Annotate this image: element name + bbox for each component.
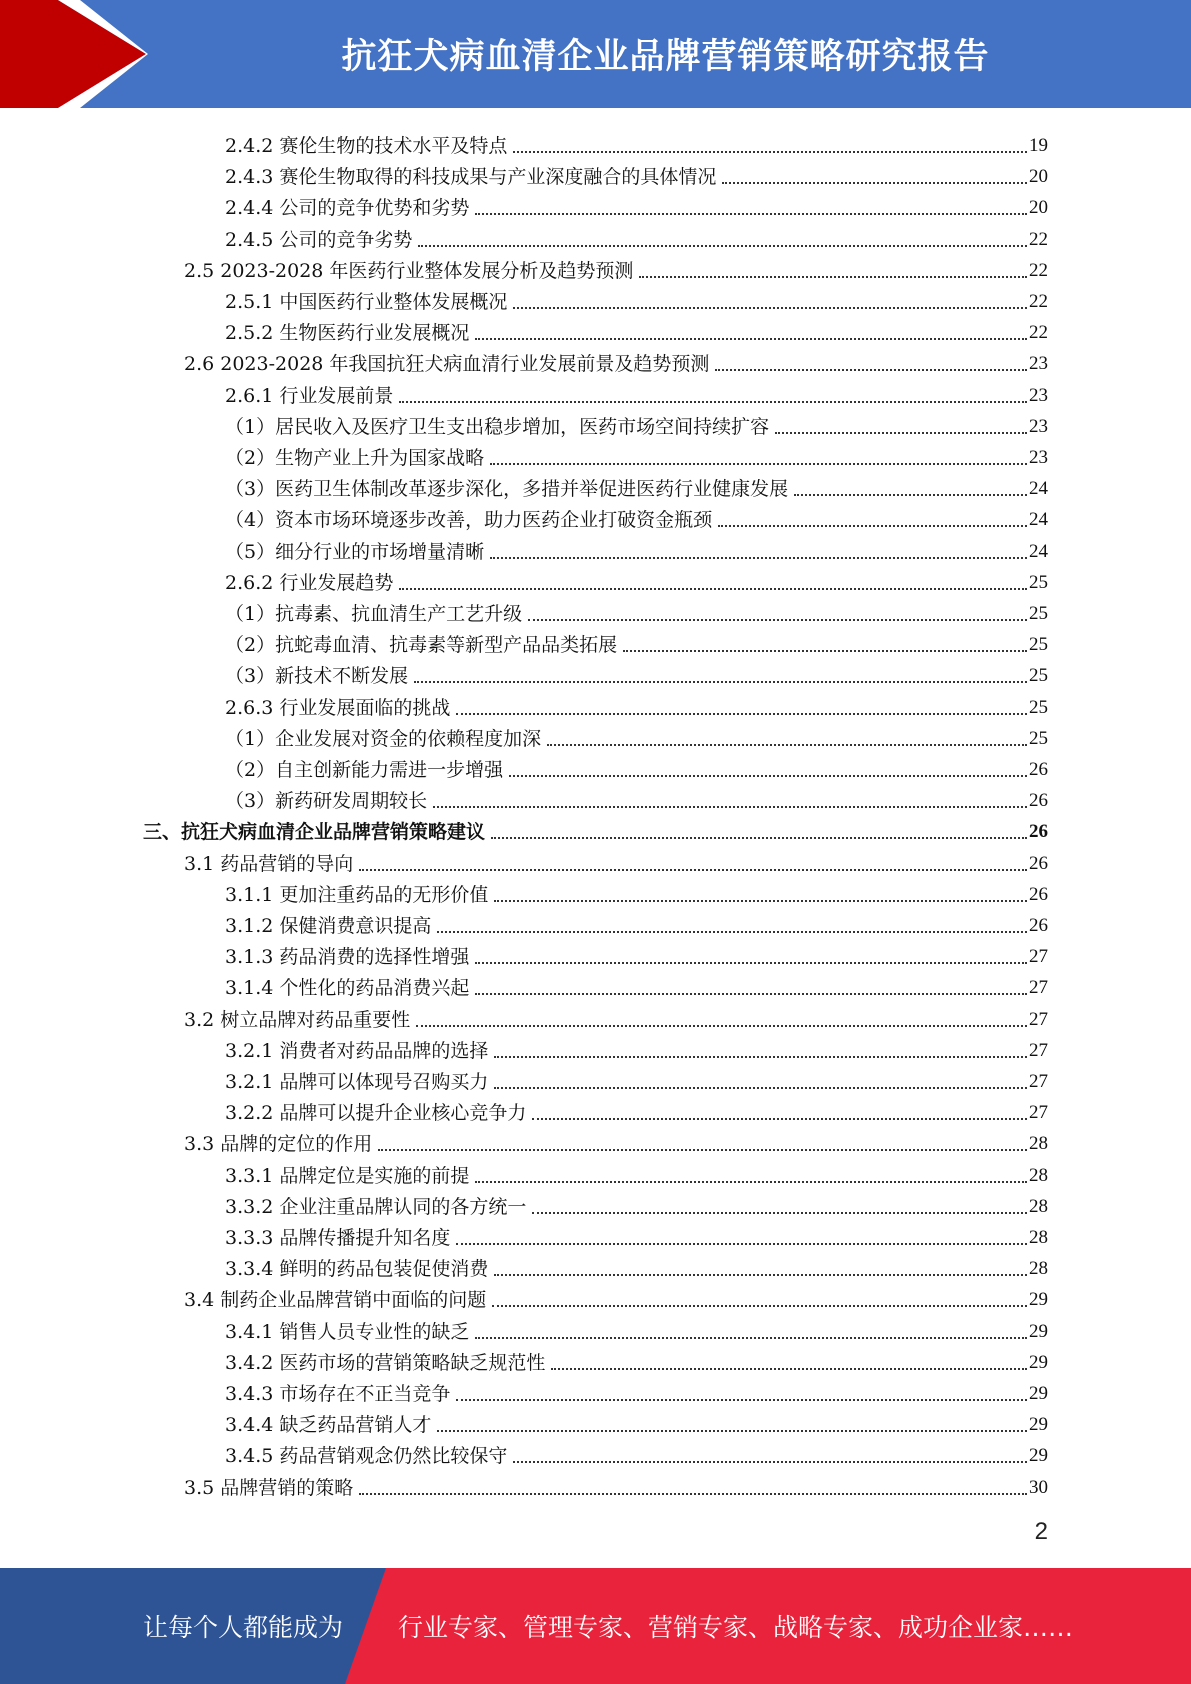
- toc-entry-page: 24: [1029, 540, 1048, 562]
- toc-entry-title: 2.6.1 行业发展前景: [225, 384, 394, 407]
- footer-slogan-right: 行业专家、管理专家、营销专家、战略专家、成功企业家……: [398, 1613, 1074, 1642]
- toc-dot-leader: [494, 1274, 1027, 1276]
- toc-entry[interactable]: [184, 345, 1048, 376]
- toc-entry[interactable]: [225, 1094, 1048, 1125]
- toc-entry-page: 26: [1029, 821, 1048, 843]
- toc-entry[interactable]: [225, 876, 1048, 907]
- toc-entry[interactable]: [225, 969, 1048, 1000]
- toc-entry[interactable]: [225, 782, 1048, 813]
- toc-entry[interactable]: [225, 657, 1048, 688]
- footer-slogan-left: 让每个人都能成为: [143, 1613, 344, 1642]
- toc-dot-leader: [551, 1368, 1027, 1370]
- toc-entry-page: 29: [1029, 1320, 1048, 1342]
- toc-entry-page: 22: [1029, 228, 1048, 250]
- toc-entry-page: 30: [1029, 1476, 1048, 1498]
- toc-entry[interactable]: [225, 1437, 1048, 1468]
- toc-dot-leader: [494, 1087, 1027, 1089]
- toc-entry-page: 28: [1029, 1164, 1048, 1186]
- toc-entry-title: 3.3.1 品牌定位是实施的前提: [225, 1164, 470, 1187]
- toc-entry[interactable]: [225, 938, 1048, 969]
- toc-entry[interactable]: [225, 221, 1048, 252]
- toc-entry-title: 3.4.2 医药市场的营销策略缺乏规范性: [225, 1351, 546, 1374]
- toc-dot-leader: [456, 1399, 1027, 1401]
- document-title: 抗狂犬病血清企业品牌营销策略研究报告: [341, 37, 990, 77]
- toc-entry[interactable]: [225, 1313, 1048, 1344]
- toc-entry-title: （4）资本市场环境逐步改善，助力医药企业打破资金瓶颈: [225, 509, 713, 532]
- toc-entry-title: 3.3.4 鲜明的药品包装促使消费: [225, 1258, 489, 1281]
- toc-dot-leader: [513, 151, 1027, 153]
- toc-entry[interactable]: [143, 813, 1048, 844]
- toc-dot-leader: [475, 338, 1027, 340]
- toc-entry[interactable]: [184, 1125, 1048, 1156]
- toc-entry-title: 3.4.1 销售人员专业性的缺乏: [225, 1320, 470, 1343]
- toc-entry-page: 26: [1029, 790, 1048, 812]
- toc-entry[interactable]: [225, 564, 1048, 595]
- toc-entry-title: 3.3 品牌的定位的作用: [184, 1133, 373, 1156]
- toc-entry-page: 27: [1029, 1039, 1048, 1061]
- page-header: [0, 0, 1191, 111]
- toc-dot-leader: [414, 681, 1027, 683]
- toc-entry-title: 三、抗狂犬病血清企业品牌营销策略建议: [143, 821, 486, 844]
- toc-entry[interactable]: [184, 252, 1048, 283]
- toc-entry[interactable]: [225, 283, 1048, 314]
- toc-entry[interactable]: [225, 501, 1048, 532]
- toc-entry-title: 2.6.3 行业发展面临的挑战: [225, 696, 451, 719]
- toc-entry[interactable]: [225, 689, 1048, 720]
- toc-entry[interactable]: [225, 907, 1048, 938]
- toc-entry-title: 3.1 药品营销的导向: [184, 852, 354, 875]
- toc-entry[interactable]: [225, 533, 1048, 564]
- toc-entry-page: 25: [1029, 603, 1048, 624]
- toc-entry-page: 22: [1029, 259, 1048, 281]
- toc-entry[interactable]: [225, 1157, 1048, 1188]
- toc-dot-leader: [475, 962, 1027, 964]
- toc-entry-title: 3.4.3 市场存在不正当竞争: [225, 1383, 451, 1405]
- toc-entry[interactable]: [184, 1281, 1048, 1312]
- toc-entry[interactable]: [225, 1375, 1048, 1406]
- toc-dot-leader: [532, 1212, 1027, 1214]
- toc-entry-page: 23: [1029, 447, 1048, 468]
- toc-entry-page: 25: [1029, 665, 1048, 687]
- toc-entry[interactable]: [225, 1406, 1048, 1437]
- toc-entry-page: 25: [1029, 696, 1048, 718]
- toc-entry-page: 20: [1029, 166, 1048, 188]
- toc-dot-leader: [509, 775, 1027, 777]
- toc-entry[interactable]: [225, 189, 1048, 220]
- toc-dot-leader: [475, 213, 1027, 215]
- toc-entry-title: 3.4.4 缺乏药品营销人才: [225, 1414, 432, 1437]
- toc-entry-title: 2.6 2023-2028 年我国抗狂犬病血清行业发展前景及趋势预测: [184, 353, 710, 376]
- toc-entry-title: 3.1.3 药品消费的选择性增强: [225, 946, 470, 969]
- toc-entry-page: 26: [1029, 852, 1048, 874]
- toc-entry-title: 3.3.2 企业注重品牌认同的各方统一: [225, 1195, 527, 1218]
- toc-entry-title: （5）细分行业的市场增量清晰: [225, 540, 485, 563]
- toc-dot-leader: [490, 557, 1027, 559]
- toc-entry[interactable]: [184, 1001, 1048, 1032]
- toc-dot-leader: [437, 931, 1027, 933]
- toc-entry-page: 28: [1029, 1133, 1048, 1155]
- toc-dot-leader: [492, 1305, 1027, 1307]
- toc-dot-leader: [494, 900, 1027, 902]
- toc-entry-title: （2）自主创新能力需进一步增强: [225, 759, 504, 781]
- toc-entry-title: 3.2.2 品牌可以提升企业核心竞争力: [225, 1102, 527, 1125]
- toc-entry-page: 19: [1029, 135, 1048, 156]
- toc-entry-page: 23: [1029, 415, 1048, 437]
- toc-entry-page: 23: [1029, 384, 1048, 406]
- toc-entry-page: 20: [1029, 197, 1048, 219]
- toc-dot-leader: [722, 182, 1027, 184]
- toc-dot-leader: [418, 245, 1027, 247]
- toc-dot-leader: [623, 650, 1027, 652]
- toc-entry-title: 2.5 2023-2028 年医药行业整体发展分析及趋势预测: [184, 259, 634, 282]
- toc-dot-leader: [494, 1056, 1027, 1058]
- toc-entry-page: 29: [1029, 1351, 1048, 1373]
- toc-dot-leader: [437, 1430, 1027, 1432]
- toc-entry[interactable]: [184, 1469, 1048, 1500]
- toc-entry-page: 28: [1029, 1227, 1048, 1248]
- toc-entry[interactable]: [225, 1032, 1048, 1063]
- toc-entry-title: 3.4 制药企业品牌营销中面临的问题: [184, 1289, 487, 1312]
- toc-dot-leader: [475, 1337, 1027, 1339]
- toc-dot-leader: [475, 1181, 1027, 1183]
- toc-dot-leader: [547, 744, 1027, 746]
- toc-entry-title: （2）抗蛇毒血清、抗毒素等新型产品品类拓展: [225, 634, 618, 657]
- toc-entry-page: 23: [1029, 353, 1048, 375]
- toc-dot-leader: [528, 619, 1027, 621]
- toc-entry-page: 27: [1029, 1071, 1048, 1092]
- toc-entry[interactable]: [225, 314, 1048, 345]
- toc-entry[interactable]: [184, 845, 1048, 876]
- toc-dot-leader: [532, 1118, 1027, 1120]
- toc-dot-leader: [718, 525, 1027, 527]
- toc-dot-leader: [416, 1025, 1027, 1027]
- toc-dot-leader: [513, 307, 1027, 309]
- toc-entry-title: 2.5.2 生物医药行业发展概况: [225, 322, 470, 345]
- page-footer: [0, 1568, 1191, 1684]
- toc-entry-title: （2）生物产业上升为国家战略: [225, 447, 485, 469]
- toc-entry[interactable]: [225, 1188, 1048, 1219]
- toc-entry-title: 2.4.5 公司的竞争劣势: [225, 228, 413, 251]
- toc-dot-leader: [490, 463, 1027, 465]
- toc-entry[interactable]: [225, 439, 1048, 470]
- toc-entry-page: 25: [1029, 727, 1048, 749]
- toc-entry-page: 26: [1029, 883, 1048, 905]
- toc-entry-title: （1）抗毒素、抗血清生产工艺升级: [225, 603, 523, 625]
- toc-entry-title: 2.5.1 中国医药行业整体发展概况: [225, 291, 508, 313]
- toc-entry-title: 2.6.2 行业发展趋势: [225, 571, 394, 594]
- toc-entry-page: 24: [1029, 509, 1048, 531]
- toc-dot-leader: [359, 869, 1027, 871]
- toc-dot-leader: [491, 837, 1027, 839]
- toc-entry-page: 29: [1029, 1445, 1048, 1467]
- toc-entry[interactable]: [225, 1063, 1048, 1094]
- toc-entry-title: 3.1.1 更加注重药品的无形价值: [225, 883, 489, 906]
- toc-entry-title: 3.2 树立品牌对药品重要性: [184, 1008, 411, 1031]
- toc-dot-leader: [794, 494, 1027, 496]
- toc-entry[interactable]: [225, 470, 1048, 501]
- toc-entry-page: 25: [1029, 571, 1048, 593]
- toc-entry-title: 3.2.1 消费者对药品品牌的选择: [225, 1039, 489, 1062]
- toc-entry-title: 2.4.4 公司的竞争优势和劣势: [225, 197, 470, 220]
- toc-entry-page: 22: [1029, 322, 1048, 344]
- toc-dot-leader: [456, 1243, 1027, 1245]
- toc-entry-title: 2.4.3 赛伦生物取得的科技成果与产业深度融合的具体情况: [225, 166, 717, 189]
- toc-dot-leader: [433, 806, 1027, 808]
- toc-entry[interactable]: [225, 1219, 1048, 1250]
- toc-entry-page: 26: [1029, 759, 1048, 780]
- toc-entry[interactable]: [225, 377, 1048, 408]
- toc-entry-page: 22: [1029, 291, 1048, 312]
- toc-dot-leader: [399, 588, 1027, 590]
- toc-entry[interactable]: [225, 751, 1048, 782]
- toc-entry-page: 25: [1029, 634, 1048, 656]
- toc-entry-page: 29: [1029, 1383, 1048, 1404]
- toc-entry[interactable]: [225, 408, 1048, 439]
- toc-entry-title: 2.4.2 赛伦生物的技术水平及特点: [225, 135, 508, 157]
- toc-entry-title: （1）企业发展对资金的依赖程度加深: [225, 727, 542, 750]
- toc-entry-title: 3.3.3 品牌传播提升知名度: [225, 1227, 451, 1249]
- toc-entry[interactable]: [225, 1344, 1048, 1375]
- toc-dot-leader: [456, 713, 1027, 715]
- toc-dot-leader: [378, 1149, 1027, 1151]
- toc-entry-page: 27: [1029, 1008, 1048, 1030]
- page-number: 2: [1034, 1518, 1048, 1545]
- toc-entry[interactable]: [225, 1250, 1048, 1281]
- toc-entry[interactable]: [225, 626, 1048, 657]
- toc-dot-leader: [513, 1461, 1027, 1463]
- toc-entry[interactable]: [225, 158, 1048, 189]
- toc-entry-title: 3.2.1 品牌可以体现号召购买力: [225, 1071, 489, 1093]
- toc-entry-title: 3.4.5 药品营销观念仍然比较保守: [225, 1445, 508, 1468]
- toc-entry-title: 3.1.2 保健消费意识提高: [225, 915, 432, 937]
- toc-entry-page: 24: [1029, 478, 1048, 500]
- toc-entry-title: （1）居民收入及医疗卫生支出稳步增加，医药市场空间持续扩容: [225, 415, 770, 438]
- toc-dot-leader: [639, 276, 1027, 278]
- toc-dot-leader: [715, 369, 1027, 371]
- toc-entry-page: 26: [1029, 915, 1048, 936]
- toc-entry[interactable]: [225, 720, 1048, 751]
- toc-entry-page: 27: [1029, 977, 1048, 999]
- toc-dot-leader: [399, 401, 1027, 403]
- toc-dot-leader: [775, 432, 1027, 434]
- toc-entry-title: （3）新技术不断发展: [225, 665, 409, 688]
- toc-entry-title: （3）医药卫生体制改革逐步深化，多措并举促进医药行业健康发展: [225, 478, 789, 501]
- toc-entry-page: 28: [1029, 1195, 1048, 1217]
- toc-entry-title: 3.1.4 个性化的药品消费兴起: [225, 977, 470, 1000]
- toc-entry-page: 27: [1029, 946, 1048, 968]
- toc-entry-page: 29: [1029, 1414, 1048, 1436]
- toc-dot-leader: [359, 1493, 1027, 1495]
- toc-entry-page: 28: [1029, 1258, 1048, 1280]
- toc-entry-title: 3.5 品牌营销的策略: [184, 1476, 354, 1499]
- toc-entry[interactable]: [225, 595, 1048, 626]
- toc-entry[interactable]: [225, 127, 1048, 158]
- toc-entry-page: 29: [1029, 1289, 1048, 1311]
- toc-entry-title: （3）新药研发周期较长: [225, 790, 428, 813]
- toc-dot-leader: [475, 993, 1027, 995]
- toc-entry-page: 27: [1029, 1102, 1048, 1124]
